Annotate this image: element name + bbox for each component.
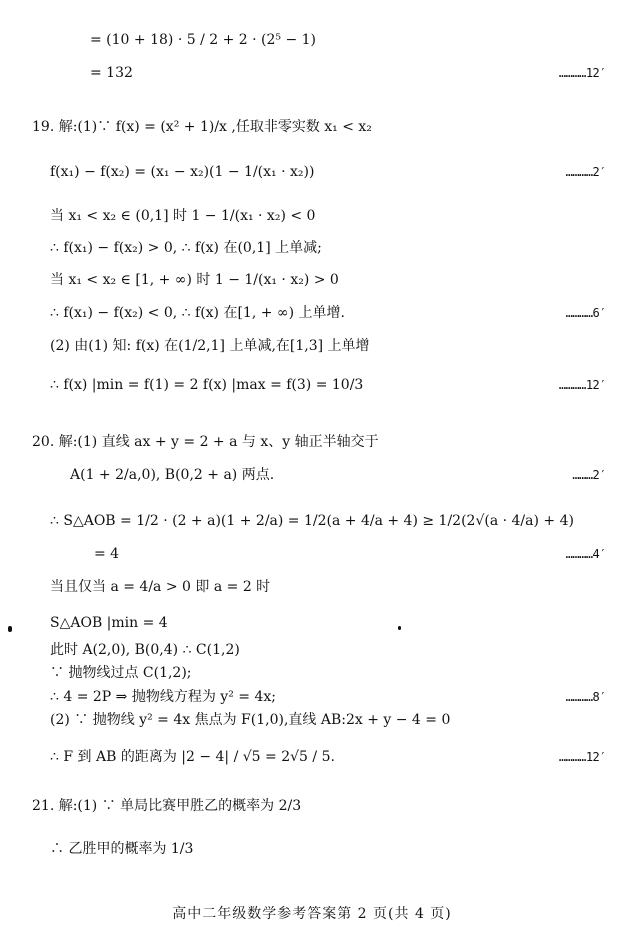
- score-mark: …………8′: [565, 690, 606, 704]
- line-text: 当 x₁ < x₂ ∈ [1, + ∞) 时 1 − 1/(x₁ · x₂) > 0: [50, 272, 339, 288]
- score-mark: …………6′: [565, 306, 606, 320]
- line-text: 当且仅当 a = 4/a > 0 即 a = 2 时: [50, 579, 271, 595]
- line-text: A(1 + 2/a,0), B(0,2 + a) 两点.: [70, 467, 275, 483]
- line-text: ∴ F 到 AB 的距离为 |2 − 4| / √5 = 2√5 / 5.: [50, 749, 335, 765]
- line-text: 当 x₁ < x₂ ∈ (0,1] 时 1 − 1/(x₁ · x₂) < 0: [50, 208, 316, 224]
- score-mark: …………12′: [558, 378, 606, 392]
- line-text: (2) 由(1) 知: f(x) 在(1/2,1] 上单减,在[1,3] 上单增: [50, 338, 370, 354]
- line-text: ∴ 乙胜甲的概率为 1/3: [50, 841, 194, 857]
- score-mark: …………4′: [565, 547, 606, 561]
- line-text: (2) ∵ 抛物线 y² = 4x 焦点为 F(1,0),直线 AB:2x + y − 4 = 0: [50, 712, 451, 728]
- line-text: = 132: [90, 65, 133, 81]
- line-text: 19. 解:(1)∵ f(x) = (x² + 1)/x ,任取非零实数 x₁ < x₂: [32, 119, 372, 135]
- line-text: ∴ f(x₁) − f(x₂) > 0, ∴ f(x) 在(0,1] 上单减;: [50, 240, 322, 256]
- score-mark: …………2′: [565, 165, 606, 179]
- score-mark: …………12′: [558, 66, 606, 80]
- score-mark: …………12′: [558, 750, 606, 764]
- line-text: ∵ 抛物线过点 C(1,2);: [50, 665, 192, 681]
- scan-speck: [398, 626, 401, 630]
- line-text: = 4: [94, 546, 120, 562]
- page-footer: 高中二年级数学参考答案第 2 页(共 4 页): [172, 906, 452, 922]
- line-text: = (10 + 18) · 5 / 2 + 2 · (2⁵ − 1): [90, 32, 317, 48]
- line-text: S△AOB |min = 4: [50, 615, 168, 631]
- line-text: ∴ 4 = 2P ⇒ 抛物线方程为 y² = 4x;: [50, 689, 276, 705]
- line-text: f(x₁) − f(x₂) = (x₁ − x₂)(1 − 1/(x₁ · x₂)): [50, 164, 315, 180]
- scan-speck: [8, 626, 12, 632]
- line-text: 此时 A(2,0), B(0,4) ∴ C(1,2): [50, 642, 240, 658]
- line-text: ∴ f(x) |min = f(1) = 2 f(x) |max = f(3) = 10/3: [50, 377, 364, 393]
- line-text: ∴ f(x₁) − f(x₂) < 0, ∴ f(x) 在[1, + ∞) 上单增.: [50, 305, 345, 321]
- line-text: 21. 解:(1) ∵ 单局比赛甲胜乙的概率为 2/3: [32, 798, 302, 814]
- line-text: 20. 解:(1) 直线 ax + y = 2 + a 与 x、y 轴正半轴交于: [32, 434, 379, 450]
- score-mark: ………2′: [572, 468, 606, 482]
- line-text: ∴ S△AOB = 1/2 · (2 + a)(1 + 2/a) = 1/2(a + 4/a + 4) ≥ 1/2(2√(a · 4/a) + 4): [50, 513, 574, 529]
